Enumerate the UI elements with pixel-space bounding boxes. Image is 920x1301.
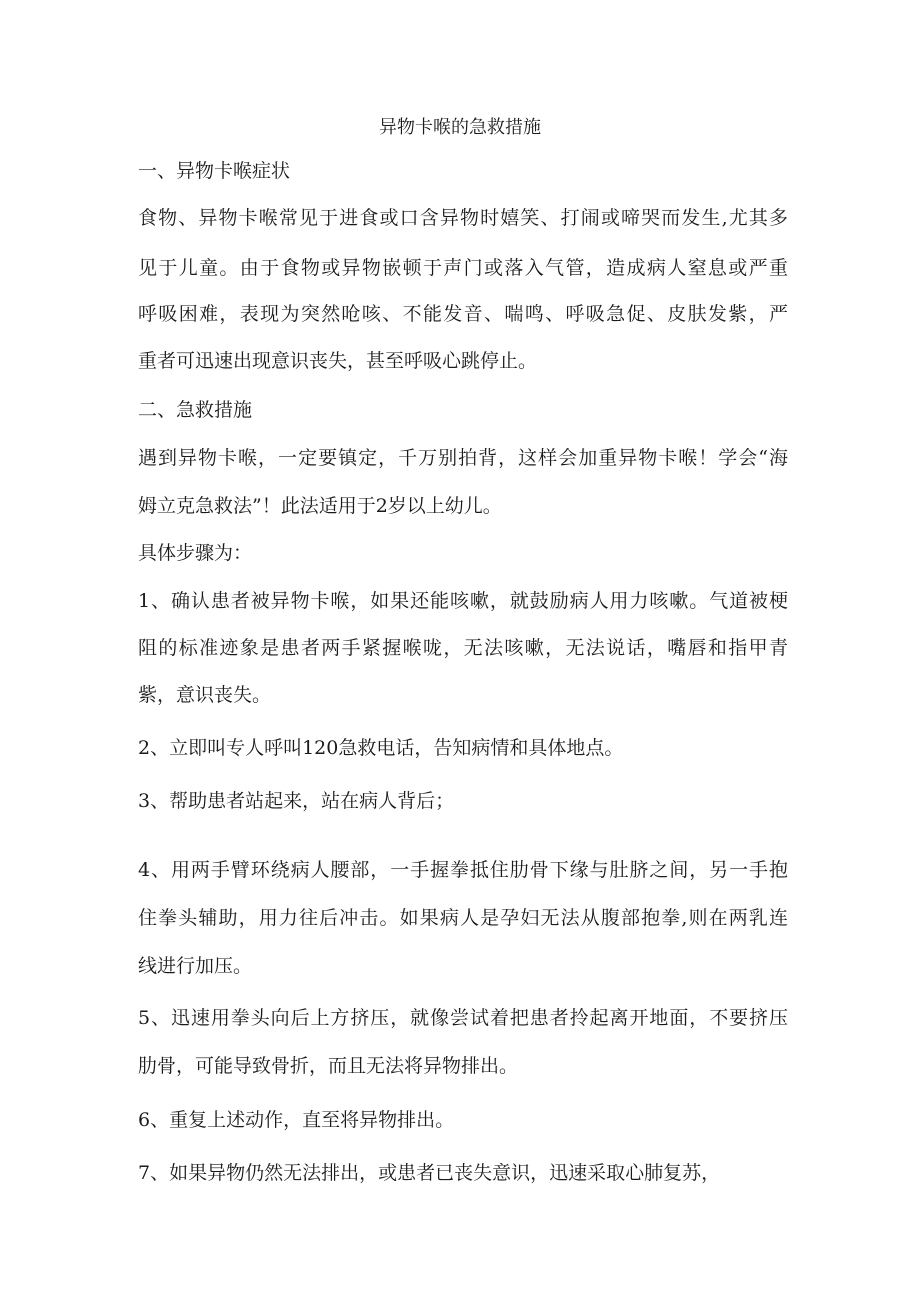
step5-line-1: 5、迅速用拳头向后上方挤压，就像尝试着把患者拎起离开地面，不要挤压 — [138, 1007, 788, 1029]
section1-line-2: 见于儿童。由于食物或异物嵌顿于声门或落入气管，造成病人窒息或严重 — [138, 257, 788, 279]
intro-line-1: 遇到异物卡喉，一定要镇定，千万别拍背，这样会加重异物卡喉！学会“海 — [138, 447, 788, 469]
section1-line-3: 呼吸困难，表现为突然呛咳、不能发音、喘鸣、呼吸急促、皮肤发紫，严 — [138, 303, 788, 325]
step2: 2、立即叫专人呼叫120急救电话，告知病情和具体地点。 — [138, 737, 624, 759]
document-title: 异物卡喉的急救措施 — [379, 117, 541, 138]
section1-line-4: 重者可迅速出现意识丧失，甚至呼吸心跳停止。 — [138, 350, 538, 372]
step4-line-2: 住拳头辅助，用力往后冲击。如果病人是孕妇无法从腹部抱拳,则在两乳连 — [138, 907, 788, 929]
step3: 3、帮助患者站起来，站在病人背后； — [138, 790, 455, 812]
step7: 7、如果异物仍然无法排出，或患者已丧失意识，迅速采取心肺复苏， — [138, 1162, 721, 1184]
step1-line-3: 紫，意识丧失。 — [138, 684, 272, 706]
section2-heading: 二、急救措施 — [138, 399, 253, 421]
section1-heading: 一、异物卡喉症状 — [138, 160, 291, 182]
section1-line-1: 食物、异物卡喉常见于进食或口含异物时嬉笑、打闹或啼哭而发生,尤其多 — [138, 207, 788, 229]
step4-line-1: 4、用两手臂环绕病人腰部，一手握拳抵住肋骨下缘与肚脐之间，另一手抱 — [138, 859, 788, 881]
intro-line-2: 姆立克急救法”！此法适用于2岁以上幼儿。 — [138, 495, 502, 517]
step4-line-3: 线进行加压。 — [138, 955, 253, 977]
steps-label: 具体步骤为： — [138, 542, 253, 564]
step5-line-2: 肋骨，可能导致骨折，而且无法将异物排出。 — [138, 1055, 519, 1077]
step6: 6、重复上述动作，直至将异物排出。 — [138, 1109, 455, 1131]
step1-line-2: 阻的标准迹象是患者两手紧握喉咙，无法咳嗽，无法说话，嘴唇和指甲青 — [138, 637, 788, 659]
step1-line-1: 1、确认患者被异物卡喉，如果还能咳嗽，就鼓励病人用力咳嗽。气道被梗 — [138, 590, 788, 612]
